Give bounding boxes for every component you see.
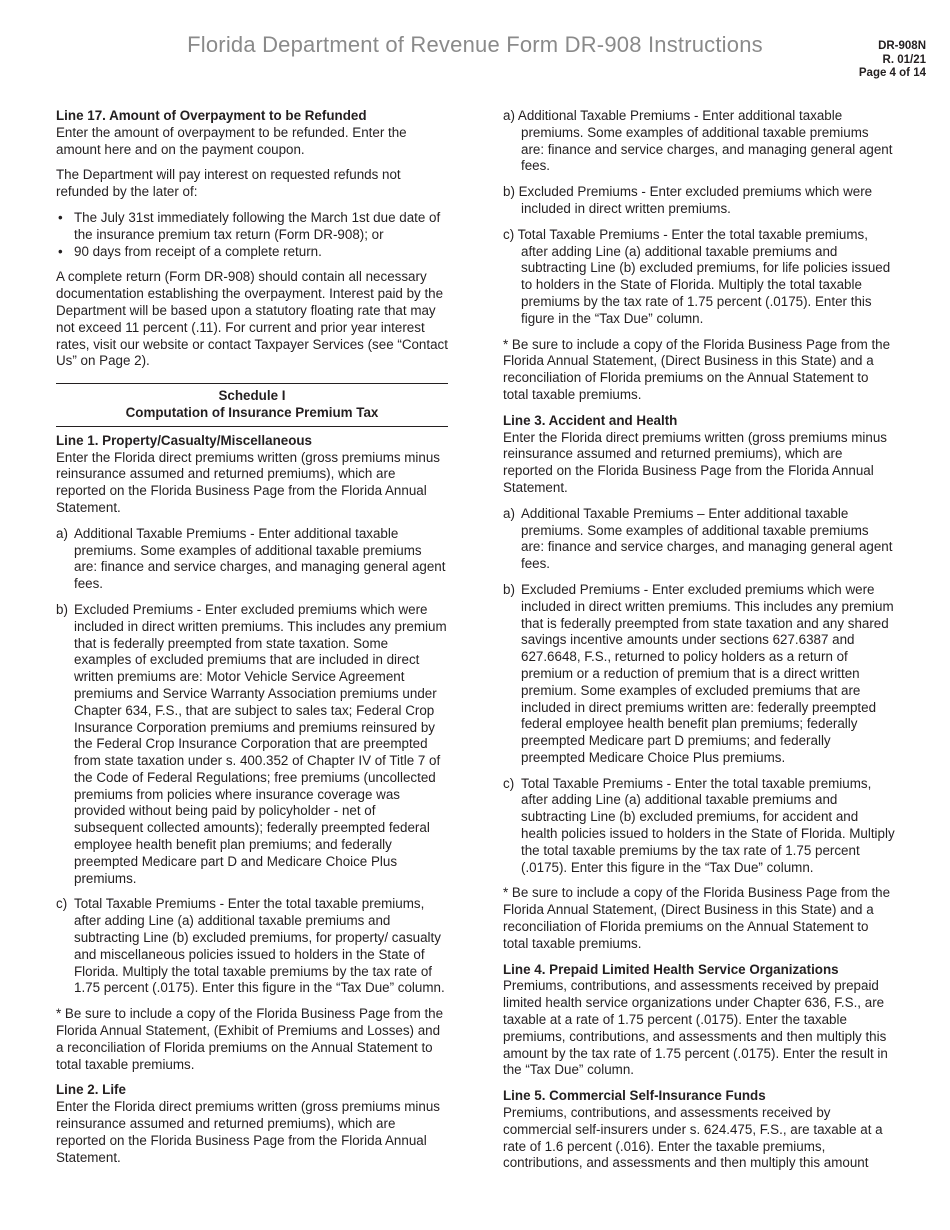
schedule-subtitle: Computation of Insurance Premium Tax [125,404,379,420]
line3-note: * Be sure to include a copy of the Florida Business Page from the Florida Annual Statement, (Direct Business in this State) and a reconciliation of Florida premiums on the Annual Statement to total taxable premiums. [503,885,891,951]
line1-heading: Line 1. Property/Casualty/Miscellaneous [56,432,312,448]
right-column [503,108,895,1181]
line17-complete-return-text: A complete return (Form DR-908) should contain all necessary documentation establishing the overpayment. Interest paid by the Department will be based upon a statutory floating rate that may not exceed 11 percent (.11). For current and prior year interest rates, visit our website or contact Taxpayer Services (see “Contact Us” on Page 2). [56,269,448,369]
item-text: Additional Taxable Premiums - Enter additional taxable premiums. Some examples of additional taxable premiums are: finance and service charges, and managing general agent fees. [74,525,446,592]
line1-intro: Enter the Florida direct premiums written (gross premiums minus reinsurance assumed and returned premiums), which are reported on the Florida Business Page from the Florida Annual Statement. [56,449,440,515]
line2-intro: Enter the Florida direct premiums written (gross premiums minus reinsurance assumed and returned premiums), which are reported on the Florida Business Page from the Florida Annual Statement. [56,1099,440,1165]
form-number: DR-908N [878,40,926,52]
schedule-header [56,383,448,427]
line4-section [503,962,895,1080]
line17-bullets [56,210,448,260]
document-title: Florida Department of Revenue Form DR-908 Instructions [187,32,763,57]
line2-item-b: b) Excluded Premiums - Enter excluded premiums which were included in direct written premiums. [503,184,873,216]
line3-item-b [503,582,895,767]
line17-heading: Line 17. Amount of Overpayment to be Refunded [56,108,367,123]
line2-item-c: c) Total Taxable Premiums - Enter the total taxable premiums, after adding Line (a) additional taxable premiums and subtracting Line (b) excluded premiums, for life policies issued to holders in the State of Florida. Multiply the total taxable premiums by the tax rate of 1.75 percent (.0175). Enter this figure in the “Tax Due” column. [503,226,891,326]
form-revision: R. 01/21 [882,53,926,66]
line17-interest-text: The Department will pay interest on requested refunds not refunded by the later of: [56,167,401,200]
item-label: a) [56,525,68,541]
line2-section [56,1082,448,1166]
item-label: b) [56,601,68,617]
line2-item-a: a) Additional Taxable Premiums - Enter additional taxable premiums. Some examples of additional taxable premiums are: finance and service charges, and managing general agent fees. [503,108,893,174]
form-meta [859,40,926,81]
line5-text: Premiums, contributions, and assessments received by commercial self-insurers under s. 624.475, F.S., are taxable at a rate of 1.6 percent (.016). Enter the taxable premiums, contributions, and assessments and then multiply this amount [503,1105,883,1171]
item-text: Total Taxable Premiums - Enter the total taxable premiums, after adding Line (a) additional taxable premiums and subtracting Line (b) excluded premiums, for accident and health policies issued to holders in the State of Florida. Multiply the total taxable premiums by the tax rate of 1.75 percent (.0175). Enter this figure in the “Tax Due” column. [521,775,895,875]
item-label: b) [503,581,515,597]
bullet-item: • 90 days from receipt of a complete return. [56,244,448,261]
line3-item-c [503,776,895,877]
item-text: Total Taxable Premiums - Enter the total taxable premiums, after adding Line (a) additional taxable premiums and subtracting Line (b) excluded premiums, for property/ casualty and miscellaneous policies issued to holders in the State of Florida. Multiply the total taxable premiums by the tax rate of 1.75 percent (.0175). Enter this figure in the “Tax Due” column. [74,896,445,996]
item-label: a) [503,505,515,521]
item-text: Excluded Premiums - Enter excluded premiums which were included in direct written premiums. This includes any premium that is federally preempted from state taxation and any shared savings incentive amounts under sections 627.6387 and 627.6648, F.S., returned to policy holders as a return of premium or a reduction of premium that is a direct written premium. Some examples of excluded premiums that are included in direct premiums written are: federally preempted federal employee health benefit plan premiums; federally preempted Medicare part D premiums; and federally preempted Medicare Choice Plus premiums. [521,581,894,765]
line17-text: Enter the amount of overpayment to be refunded. Enter the amount here and on the payment coupon. [56,124,407,157]
left-column [56,108,448,1175]
item-label: c) [56,896,68,912]
line4-text: Premiums, contributions, and assessments received by prepaid limited health service organizations under Chapter 636, F.S., are taxable at a rate of 1.75 percent (.0175). Enter the taxable premiums, contributions, and assessments and then multiply this amount by the tax rate of 1.75 percent (.0175). Enter the result in the “Tax Due” column. [503,978,888,1078]
line2-heading: Line 2. Life [56,1082,126,1098]
line17-section [56,108,448,158]
line5-section [503,1088,895,1172]
line3-item-a [503,506,895,573]
line1-item-a [56,526,448,593]
item-label: c) [503,775,515,791]
line4-heading: Line 4. Prepaid Limited Health Service Organizations [503,961,839,977]
line2-note: * Be sure to include a copy of the Florida Business Page from the Florida Annual Statement, (Direct Business in this State) and a reconciliation of Florida premiums on the Annual Statement to total taxable premiums. [503,336,891,402]
bullet-item: • The July 31st immediately following the March 1st due date of the insurance premium tax return (Form DR-908); or [56,210,448,244]
line5-heading: Line 5. Commercial Self-Insurance Funds [503,1088,766,1104]
line1-item-b [56,602,448,888]
line1-item-c [56,896,448,997]
line1-section [56,433,448,517]
line1-note: * Be sure to include a copy of the Florida Business Page from the Florida Annual Statement, (Exhibit of Premiums and Losses) and a reconciliation of Florida premiums on the Annual Statement to total taxable premiums. [56,1006,444,1072]
item-text: Excluded Premiums - Enter excluded premiums which were included in direct written premiums. This includes any premium that is federally preempted from state taxation. Some examples of excluded premiums that are included in direct written premiums are: Motor Vehicle Service Agreement premiums and Service Warranty Association premiums under Chapter 634, F.S., that are subject to sales tax; Federal Crop Insurance Corporation premiums and premiums reinsured by the Federal Crop Insurance Corporation that are preempted from state taxation under s. 400.352 of Chapter IV of Title 7 of the Code of Federal Regulations; free premiums (uncollected premiums from policies where insurance coverage was provided without being paid by policyholder - net of subsequent collected amounts); federally preempted federal employee health benefit plan premiums; and federally preempted Medicare part D and Medicare Choice Plus premiums. [74,601,447,886]
schedule-title: Schedule I [218,388,286,404]
page-number: Page 4 of 14 [858,67,926,79]
item-text: Additional Taxable Premiums – Enter additional taxable premiums. Some examples of additional taxable premiums are: finance and service charges, and managing general agent fees. [521,505,893,572]
line3-section [503,413,895,497]
line3-heading: Line 3. Accident and Health [503,412,678,428]
line3-intro: Enter the Florida direct premiums written (gross premiums minus reinsurance assumed and returned premiums), which are reported on the Florida Business Page from the Florida Annual Statement. [503,429,887,495]
